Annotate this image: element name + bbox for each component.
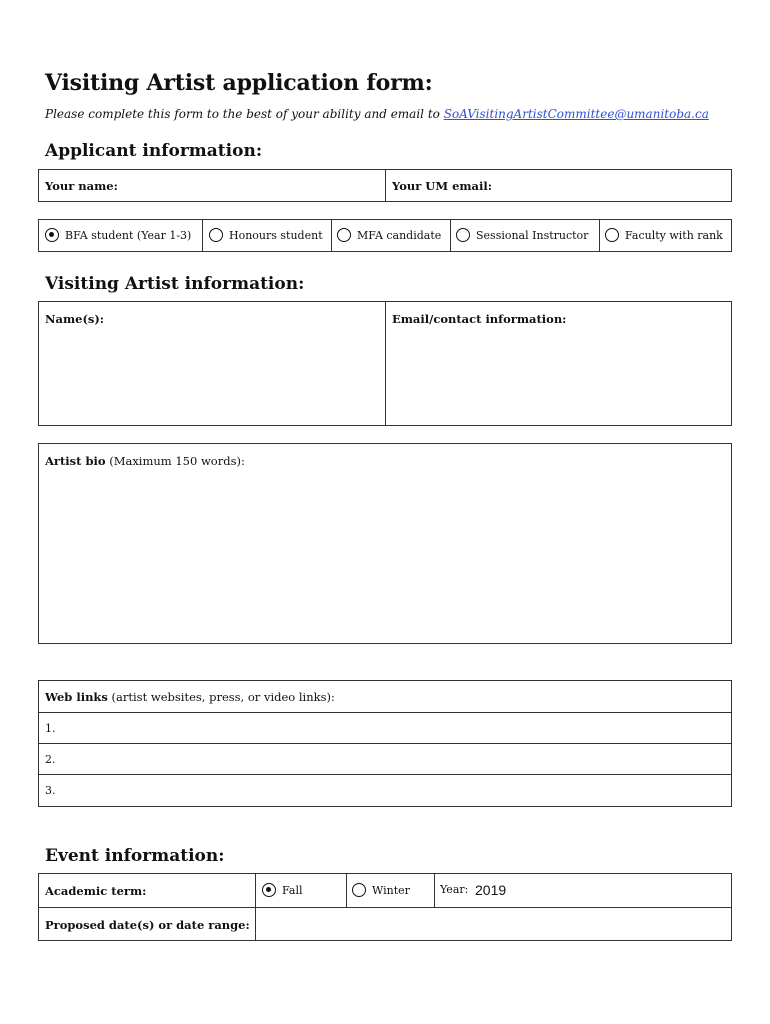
term-option-fall[interactable] [262, 883, 302, 897]
status-cell-honours [202, 219, 332, 252]
radio-unchecked-icon[interactable] [456, 228, 470, 242]
radio-unchecked-icon[interactable] [605, 228, 619, 242]
status-option-mfa[interactable] [337, 228, 441, 242]
status-option-bfa[interactable] [45, 228, 191, 242]
your-um-email-field[interactable] [385, 169, 732, 202]
year-field[interactable] [434, 873, 732, 908]
web-links-table [38, 680, 732, 807]
artist-names-field[interactable] [38, 301, 386, 426]
web-links-header [38, 680, 732, 713]
term-fall-label: Fall [282, 883, 303, 897]
artist-bio-label [45, 454, 245, 468]
web-link-row-3[interactable] [38, 774, 732, 807]
status-cell-bfa [38, 219, 203, 252]
status-option-honours[interactable] [209, 228, 323, 242]
proposed-dates-label: Proposed date(s) or date range: [45, 918, 250, 932]
web-link-number-1: 1. [45, 722, 56, 735]
status-bfa-label: BFA student (Year 1-3) [65, 228, 192, 242]
term-cell-fall [255, 873, 347, 908]
event-table [38, 873, 732, 941]
year-value: 2019 [475, 882, 507, 898]
web-links-label-bold: Web links [45, 690, 108, 704]
status-honours-label: Honours student [229, 228, 323, 242]
year-label: Year: [440, 883, 469, 896]
applicant-contact-row [38, 169, 732, 202]
form-title: Visiting Artist application form: [45, 70, 433, 96]
radio-unchecked-icon[interactable] [352, 883, 366, 897]
web-links-label [45, 690, 335, 704]
web-links-label-note: (artist websites, press, or video links): [107, 690, 335, 704]
academic-term-label: Academic term: [45, 884, 147, 898]
artist-contact-row [38, 301, 732, 426]
radio-checked-icon[interactable] [262, 883, 276, 897]
form-instructions [45, 107, 709, 121]
artist-bio-field[interactable] [38, 443, 732, 644]
status-option-faculty[interactable] [605, 228, 723, 242]
proposed-dates-field[interactable] [255, 907, 732, 941]
status-cell-faculty [599, 219, 732, 252]
radio-unchecked-icon[interactable] [337, 228, 351, 242]
your-name-field[interactable] [38, 169, 386, 202]
your-name-label: Your name: [45, 179, 118, 193]
status-sessional-label: Sessional Instructor [476, 228, 589, 242]
status-cell-mfa [331, 219, 451, 252]
artist-contact-field[interactable] [385, 301, 732, 426]
artist-bio-label-note: (Maximum 150 words): [105, 454, 245, 468]
instructions-text: Please complete this form to the best of your ability and email to [45, 107, 444, 121]
proposed-dates-label-cell [38, 907, 256, 941]
academic-term-label-cell [38, 873, 256, 908]
artist-heading: Visiting Artist information: [45, 274, 305, 294]
radio-checked-icon[interactable] [45, 228, 59, 242]
committee-email-link[interactable]: SoAVisitingArtistCommittee@umanitoba.ca [443, 107, 709, 121]
term-cell-winter [346, 873, 435, 908]
web-link-row-2[interactable] [38, 743, 732, 775]
web-link-number-2: 2. [45, 753, 56, 766]
web-link-number-3: 3. [45, 784, 56, 797]
web-link-row-1[interactable] [38, 712, 732, 744]
applicant-status-row [38, 219, 732, 252]
event-heading: Event information: [45, 846, 225, 866]
artist-names-label: Name(s): [45, 312, 105, 326]
term-option-winter[interactable] [352, 883, 410, 897]
status-faculty-label: Faculty with rank [625, 228, 723, 242]
radio-unchecked-icon[interactable] [209, 228, 223, 242]
status-option-sessional[interactable] [456, 228, 588, 242]
status-cell-sessional [450, 219, 600, 252]
status-mfa-label: MFA candidate [357, 228, 442, 242]
artist-bio-label-bold: Artist bio [45, 454, 106, 468]
term-winter-label: Winter [372, 883, 410, 897]
artist-contact-label: Email/contact information: [392, 312, 567, 326]
your-um-email-label: Your UM email: [392, 179, 492, 193]
applicant-heading: Applicant information: [45, 141, 263, 161]
